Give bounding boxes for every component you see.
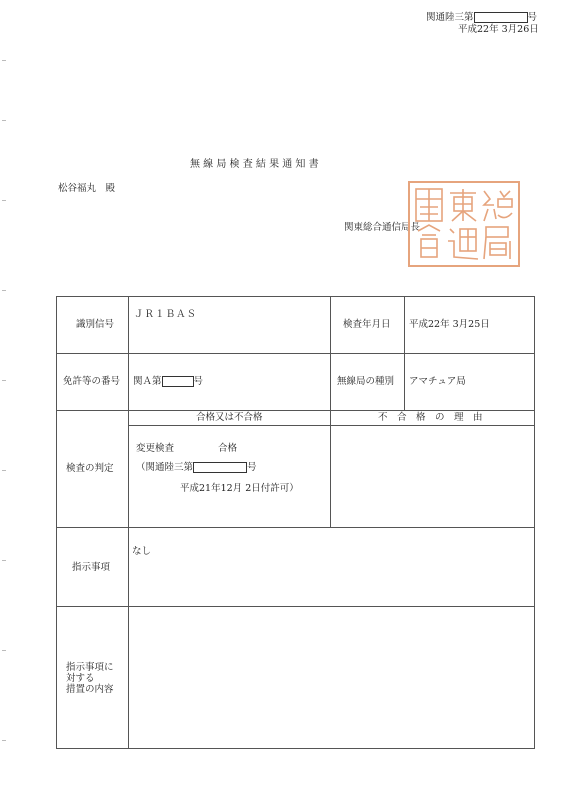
- issue-date: 平成22年 3月26日: [458, 24, 539, 35]
- judgment-label: 検査の判定: [66, 463, 114, 474]
- call-sign-label: 識別信号: [76, 319, 115, 330]
- license-number-prefix: 関Ａ第: [133, 376, 162, 387]
- redaction-box: [193, 462, 247, 473]
- station-type-value: アマチュア局: [409, 376, 466, 387]
- judgment-reference-suffix: 号: [247, 462, 257, 473]
- judgment-permit-date: 平成21年12月 2日付許可）: [180, 483, 299, 494]
- inspection-date-value: 平成22年 3月25日: [409, 319, 490, 330]
- redaction-box: [162, 376, 194, 387]
- station-type-label: 無線局の種別: [337, 376, 395, 387]
- judgment-reference-prefix: （関通陸三第: [136, 462, 194, 473]
- measures-label-line-1: 指示事項に: [66, 662, 114, 673]
- reference-prefix: 関通陸三第: [426, 12, 474, 23]
- license-number-value: [133, 376, 203, 388]
- fail-reason-header: 不 合 格 の 理 由: [378, 412, 483, 423]
- instructions-label: 指示事項: [72, 562, 111, 573]
- addressee: 松谷福丸 殿: [58, 183, 116, 194]
- judgment-type: 変更検査: [136, 443, 175, 454]
- license-number-suffix: 号: [193, 376, 204, 387]
- official-seal: [408, 181, 520, 267]
- measures-label-line-3: 措置の内容: [66, 684, 114, 695]
- redaction-box: [474, 12, 528, 23]
- call-sign-value: ＪＲ１ＢＡＳ: [134, 309, 198, 320]
- measures-label-line-2: 対する: [66, 673, 95, 684]
- judgment-result: 合格: [218, 443, 238, 454]
- judgment-reference: [136, 462, 257, 474]
- document-title: 無 線 局 検 査 結 果 通 知 書: [190, 159, 319, 170]
- reference-number: [426, 12, 537, 24]
- license-number-label: 免許等の番号: [63, 376, 121, 387]
- pass-fail-header: 合格又は不合格: [196, 412, 263, 423]
- reference-suffix: 号: [527, 12, 538, 23]
- inspection-date-label: 検査年月日: [343, 319, 391, 330]
- instructions-value: なし: [132, 546, 152, 557]
- issuer: 関東総合通信局長: [344, 222, 421, 233]
